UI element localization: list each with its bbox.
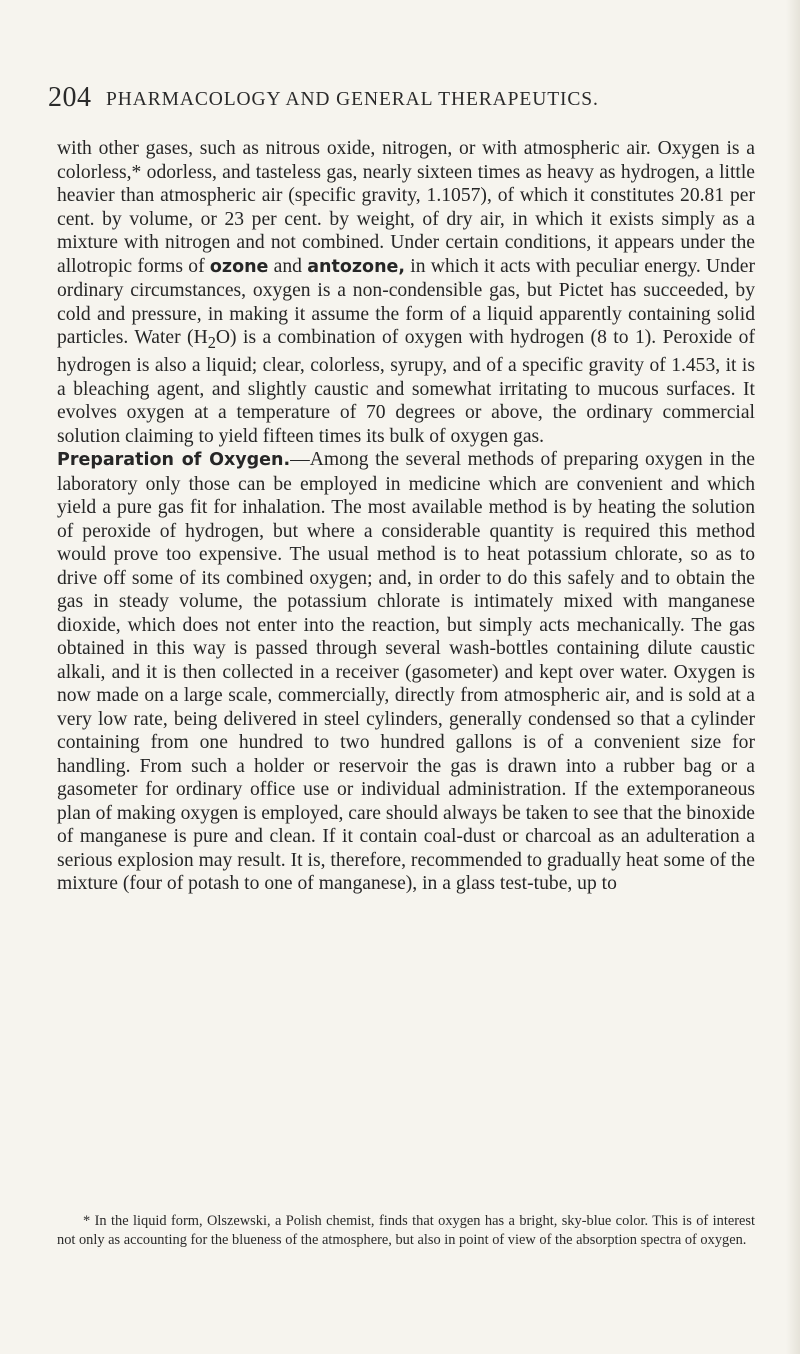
text-run: —Among the several methods of preparing oxygen in the laboratory only those can be employed in medicine which are convenient and which yield a pure gas fit for inhalation. The most available method is by heating the solution of peroxide of hydrogen, but where a considerable quantity is required this method would prove too expensive. The usual method is to heat potassium chlorate, so as to drive off some of its combined oxygen; and, in order to do this safely and to obtain the gas in steady volume, the potassium chlorate is intimately mixed with manganese dioxide, which does not enter into the reaction, but simply acts mechanically. The gas obtained in this way is passed through several wash-bottles containing dilute caustic alkali, and it is then collected in a receiver (gasometer) and kept over water. Oxygen is now made on a large scale, commercially, directly from atmospheric air, and is sold at a very low rate, being delivered in steel cylinders, generally condensed so that a cylinder containing from one hundred to two hundred gallons is of a convenient size for handling. From such a holder or reservoir the gas is drawn into a rubber bag or a gasometer for ordinary office use or individual administration. If the extemporaneous plan of making oxygen is employed, care should always be taken to see that the binoxide of manganese is pure and clean. If it contain coal-dust or charcoal as an adulteration a serious explosion may result. It is, therefore, recommended to gradually heat some of the mixture (four of potash to one of manganese), in a glass test-tube, up to	[57, 449, 756, 895]
text-run: with other gases, such as nitrous oxide, nitrogen, or with atmospheric air. Oxygen is a colorless,* odorless, and tasteless gas, nearly sixteen times as heavy as hydrogen, a little heavier than atmospheric air (specific gravity, 1.1057), of which it constitutes 20.81 per cent. by volume, or 23 per cent. by weight, of dry air, in which it exists simply as a mixture with nitrogen and not combined. Under certain conditions, it appears under the allotropic forms of	[57, 138, 755, 277]
text-run: in which it acts with peculiar energy. Under ordinary circumstances, oxygen is a non-condensible gas, but Pictet has succeeded, by cold and pressure, in making it assume the form of a liquid apparently containing solid particles. Water (H	[57, 255, 755, 348]
paragraph-oxygen-properties	[57, 137, 755, 448]
section-heading: Preparation of Oxygen.	[57, 450, 291, 471]
text-run: O) is a combination of oxygen with hydrogen (8 to 1). Peroxide of hydrogen is also a liquid; clear, colorless, syrupy, and of a specific gravity of 1.453, it is a bleaching agent, and slightly caustic and somewhat irritating to mucous surfaces. It evolves oxygen at a temperature of 70 degrees or above, the ordinary commercial solution claiming to yield fifteen times its bulk of oxygen gas.	[57, 327, 756, 447]
body-text	[57, 137, 755, 896]
subscript: 2	[207, 332, 216, 352]
page-number: 204	[48, 82, 92, 113]
text-run: and	[268, 255, 308, 277]
term-ozone: ozone	[209, 256, 269, 277]
footnote	[57, 1212, 755, 1249]
paragraph-preparation	[57, 448, 755, 896]
footnote-text: * In the liquid form, Olszewski, a Polish chemist, finds that oxygen has a bright, sky-blue color. This is of interest not only as accounting for the blueness of the atmosphere, but also in point of view of the absorption spectra of oxygen.	[57, 1213, 755, 1248]
running-head: PHARMACOLOGY AND GENERAL THERAPEUTICS.	[106, 89, 599, 110]
page-edge-shadow	[786, 0, 800, 1354]
term-antozone: antozone,	[307, 256, 406, 277]
page-header	[48, 82, 758, 122]
